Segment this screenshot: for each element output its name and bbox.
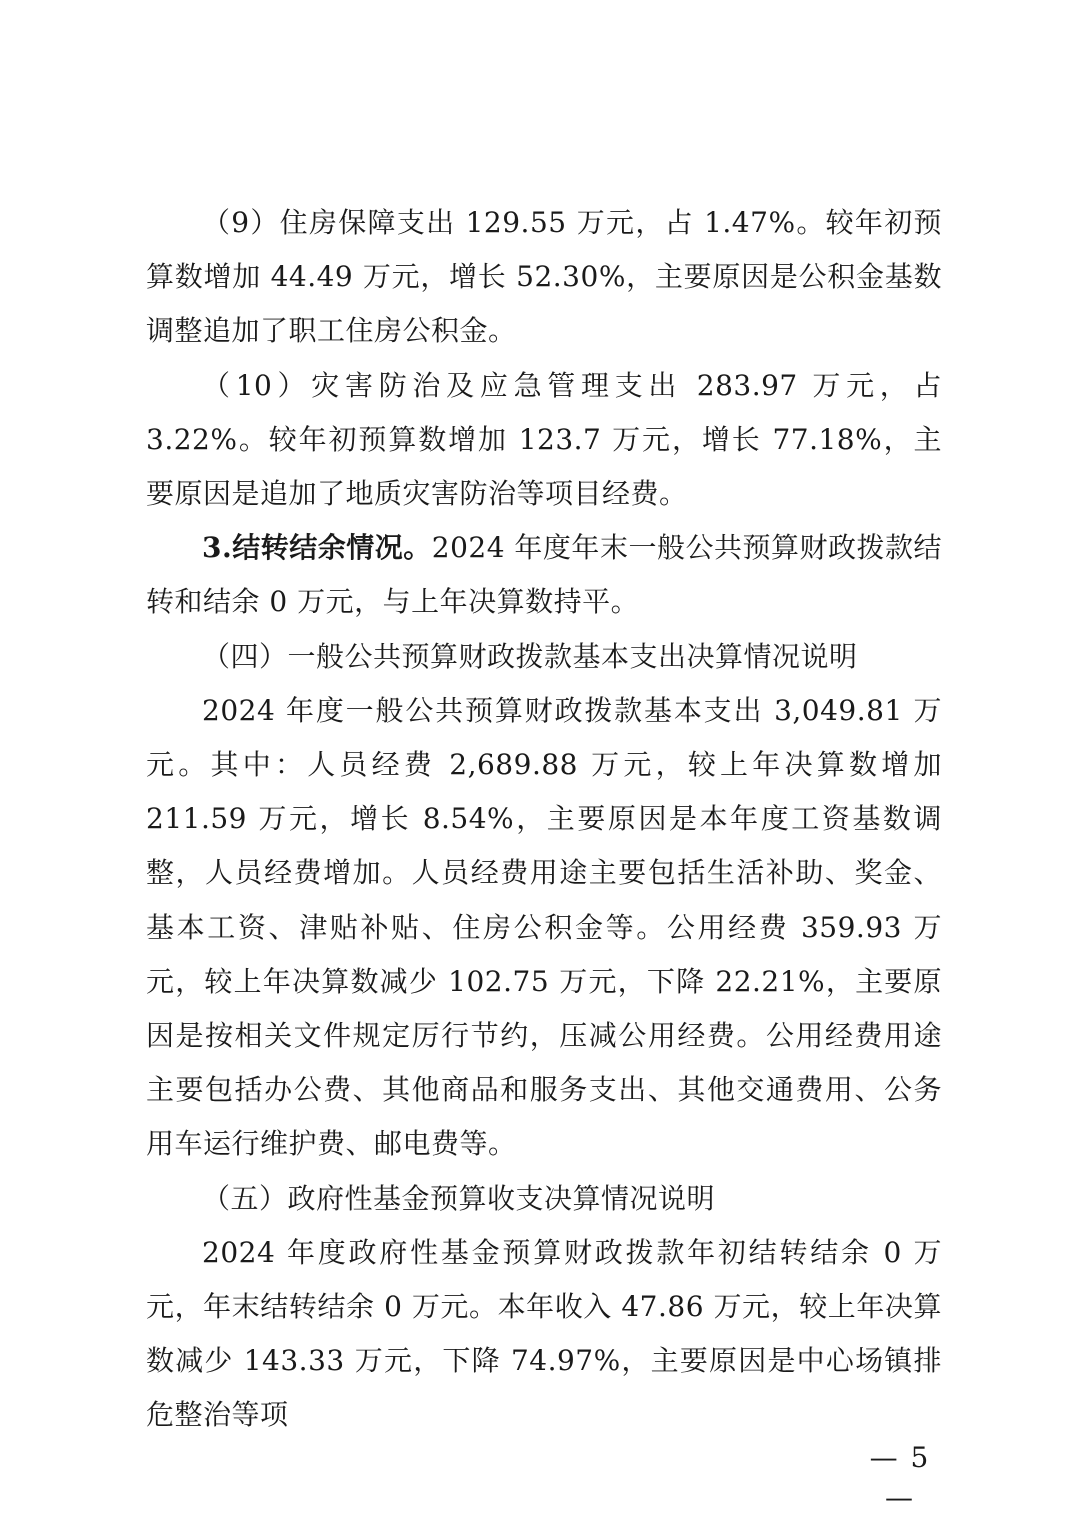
carryover-body: 2024 年度年末一般公共预算财政拨款结转和结余 0 万元，与上年决算数持平。 (146, 531, 942, 619)
paragraph-disaster-expense: （10）灾害防治及应急管理支出 283.97 万元，占 3.22%。较年初预算数增加 123.7 万元，增长 77.18%，主要原因是追加了地质灾害防治等项目经费。 (146, 368, 942, 511)
document-body (146, 196, 942, 1443)
page-number: — 5 — (869, 1441, 931, 1514)
paragraph-basic-expense: 2024 年度一般公共预算财政拨款基本支出 3,049.81 万元。其中：人员经费 2,689.88 万元，较上年决算数增加 211.59 万元，增长 8.54%，主要原因是本年度工资基数调整，人员经费增加。人员经费用途主要包括生活补助、奖金、基本工资、津贴补贴、住房公积金等。公用经费 359.93 万元，较上年决算数减少 102.75 万元，下降 22.21%，主要原因是按相关文件规定厉行节约，压减公用经费。公用经费用途主要包括办公费、其他商品和服务支出、其他交通费用、公务用车运行维护费、邮电费等。 (146, 693, 942, 1161)
paragraph-carryover (146, 521, 942, 629)
carryover-title: 3.结转结余情况。 (202, 531, 432, 565)
section-heading-basic-expense: （四）一般公共预算财政拨款基本支出决算情况说明 (202, 639, 858, 673)
paragraph-housing-expense: （9）住房保障支出 129.55 万元，占 1.47%。较年初预算数增加 44.49 万元，增长 52.30%，主要原因是公积金基数调整追加了职工住房公积金。 (146, 206, 942, 348)
section-heading-gov-fund: （五）政府性基金预算收支决算情况说明 (202, 1181, 716, 1215)
paragraph-gov-fund: 2024 年度政府性基金预算财政拨款年初结转结余 0 万元，年末结转结余 0 万元。本年收入 47.86 万元，较上年决算数减少 143.33 万元，下降 74.97%，主要原因是中心场镇排危整治等项 (146, 1235, 942, 1432)
